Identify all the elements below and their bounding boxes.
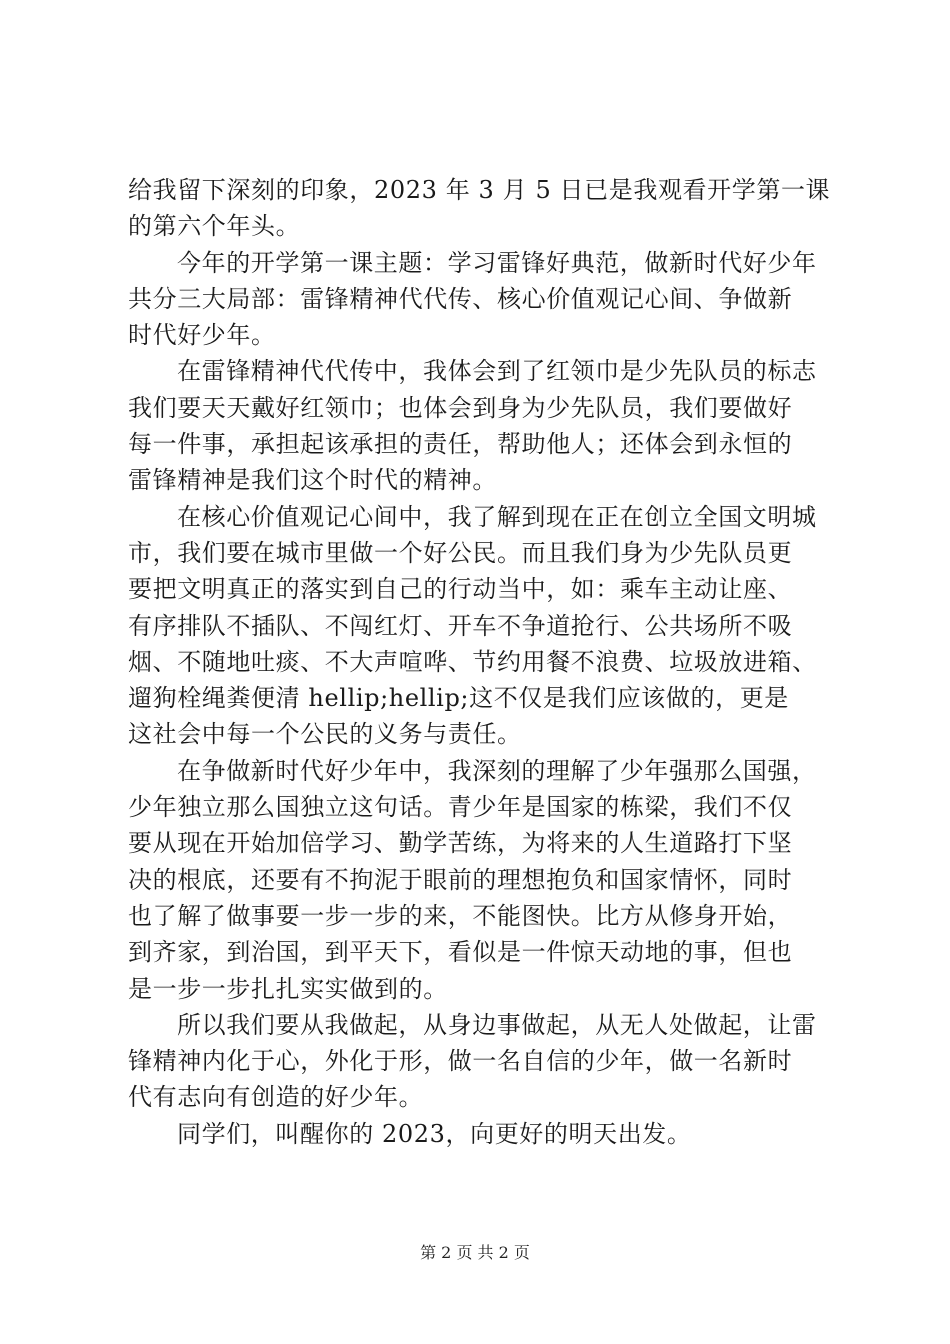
text-line: 是一步一步扎扎实实做到的。 — [128, 974, 448, 1003]
text-line: 少年独立那么国独立这句话。青少年是国家的栋梁，我们不仅 — [128, 793, 793, 822]
page-number: 第 2 页 共 2 页 — [420, 1243, 530, 1262]
text-line: 每一件事，承担起该承担的责任，帮助他人；还体会到永恒的 — [128, 430, 793, 459]
page-footer — [0, 1243, 950, 1263]
text-line: 共分三大局部：雷锋精神代代传、核心价值观记心间、争做新 — [128, 284, 793, 313]
text-line: 烟、不随地吐痰、不大声喧哗、节约用餐不浪费、垃圾放进箱、 — [128, 647, 817, 676]
text-line: 要把文明真正的落实到自己的行动当中，如：乘车主动让座、 — [128, 575, 793, 604]
text-line: 给我留下深刻的印象，2023 年 3 月 5 日已是我观看开学第一课 — [128, 176, 831, 204]
paragraph-start-line: 所以我们要从我做起，从身边事做起，从无人处做起，让雷 — [177, 1010, 817, 1039]
paragraph-start-line: 在核心价值观记心间中，我了解到现在正在创立全国文明城 — [177, 502, 817, 531]
text-line: 这社会中每一个公民的义务与责任。 — [128, 720, 522, 749]
text-line: 要从现在开始加倍学习、勤学苦练，为将来的人生道路打下坚 — [128, 829, 793, 858]
text-line: 我们要天天戴好红领巾；也体会到身为少先队员，我们要做好 — [128, 393, 793, 422]
text-line: 雷锋精神是我们这个时代的精神。 — [128, 466, 497, 495]
paragraph-start-line: 在雷锋精神代代传中，我体会到了红领巾是少先队员的标志 — [177, 357, 817, 386]
text-line: 市，我们要在城市里做一个好公民。而且我们身为少先队员更 — [128, 538, 793, 567]
paragraph-start-line: 在争做新时代好少年中，我深刻的理解了少年强那么国强， — [177, 756, 817, 785]
text-line: 到齐家，到治国，到平天下，看似是一件惊天动地的事，但也 — [128, 938, 793, 967]
text-line: 也了解了做事要一步一步的来，不能图快。比方从修身开始， — [128, 901, 793, 930]
paragraph-start-line: 同学们，叫醒你的 2023，向更好的明天出发。 — [177, 1119, 692, 1148]
text-line: 决的根底，还要有不拘泥于眼前的理想抱负和国家情怀，同时 — [128, 865, 793, 894]
text-line: 代有志向有创造的好少年。 — [128, 1083, 424, 1112]
text-line: 有序排队不插队、不闯红灯、开车不争道抢行、公共场所不吸 — [128, 611, 793, 640]
text-line: 时代好少年。 — [128, 321, 276, 350]
paragraph-start-line: 今年的开学第一课主题：学习雷锋好典范，做新时代好少年 — [177, 248, 817, 277]
text-line: 遛狗栓绳粪便清 hellip;hellip;这不仅是我们应该做的，更是 — [128, 684, 789, 713]
document-body — [128, 172, 848, 1152]
text-line: 锋精神内化于心，外化于形，做一名自信的少年，做一名新时 — [128, 1047, 793, 1076]
text-line: 的第六个年头。 — [128, 212, 301, 241]
